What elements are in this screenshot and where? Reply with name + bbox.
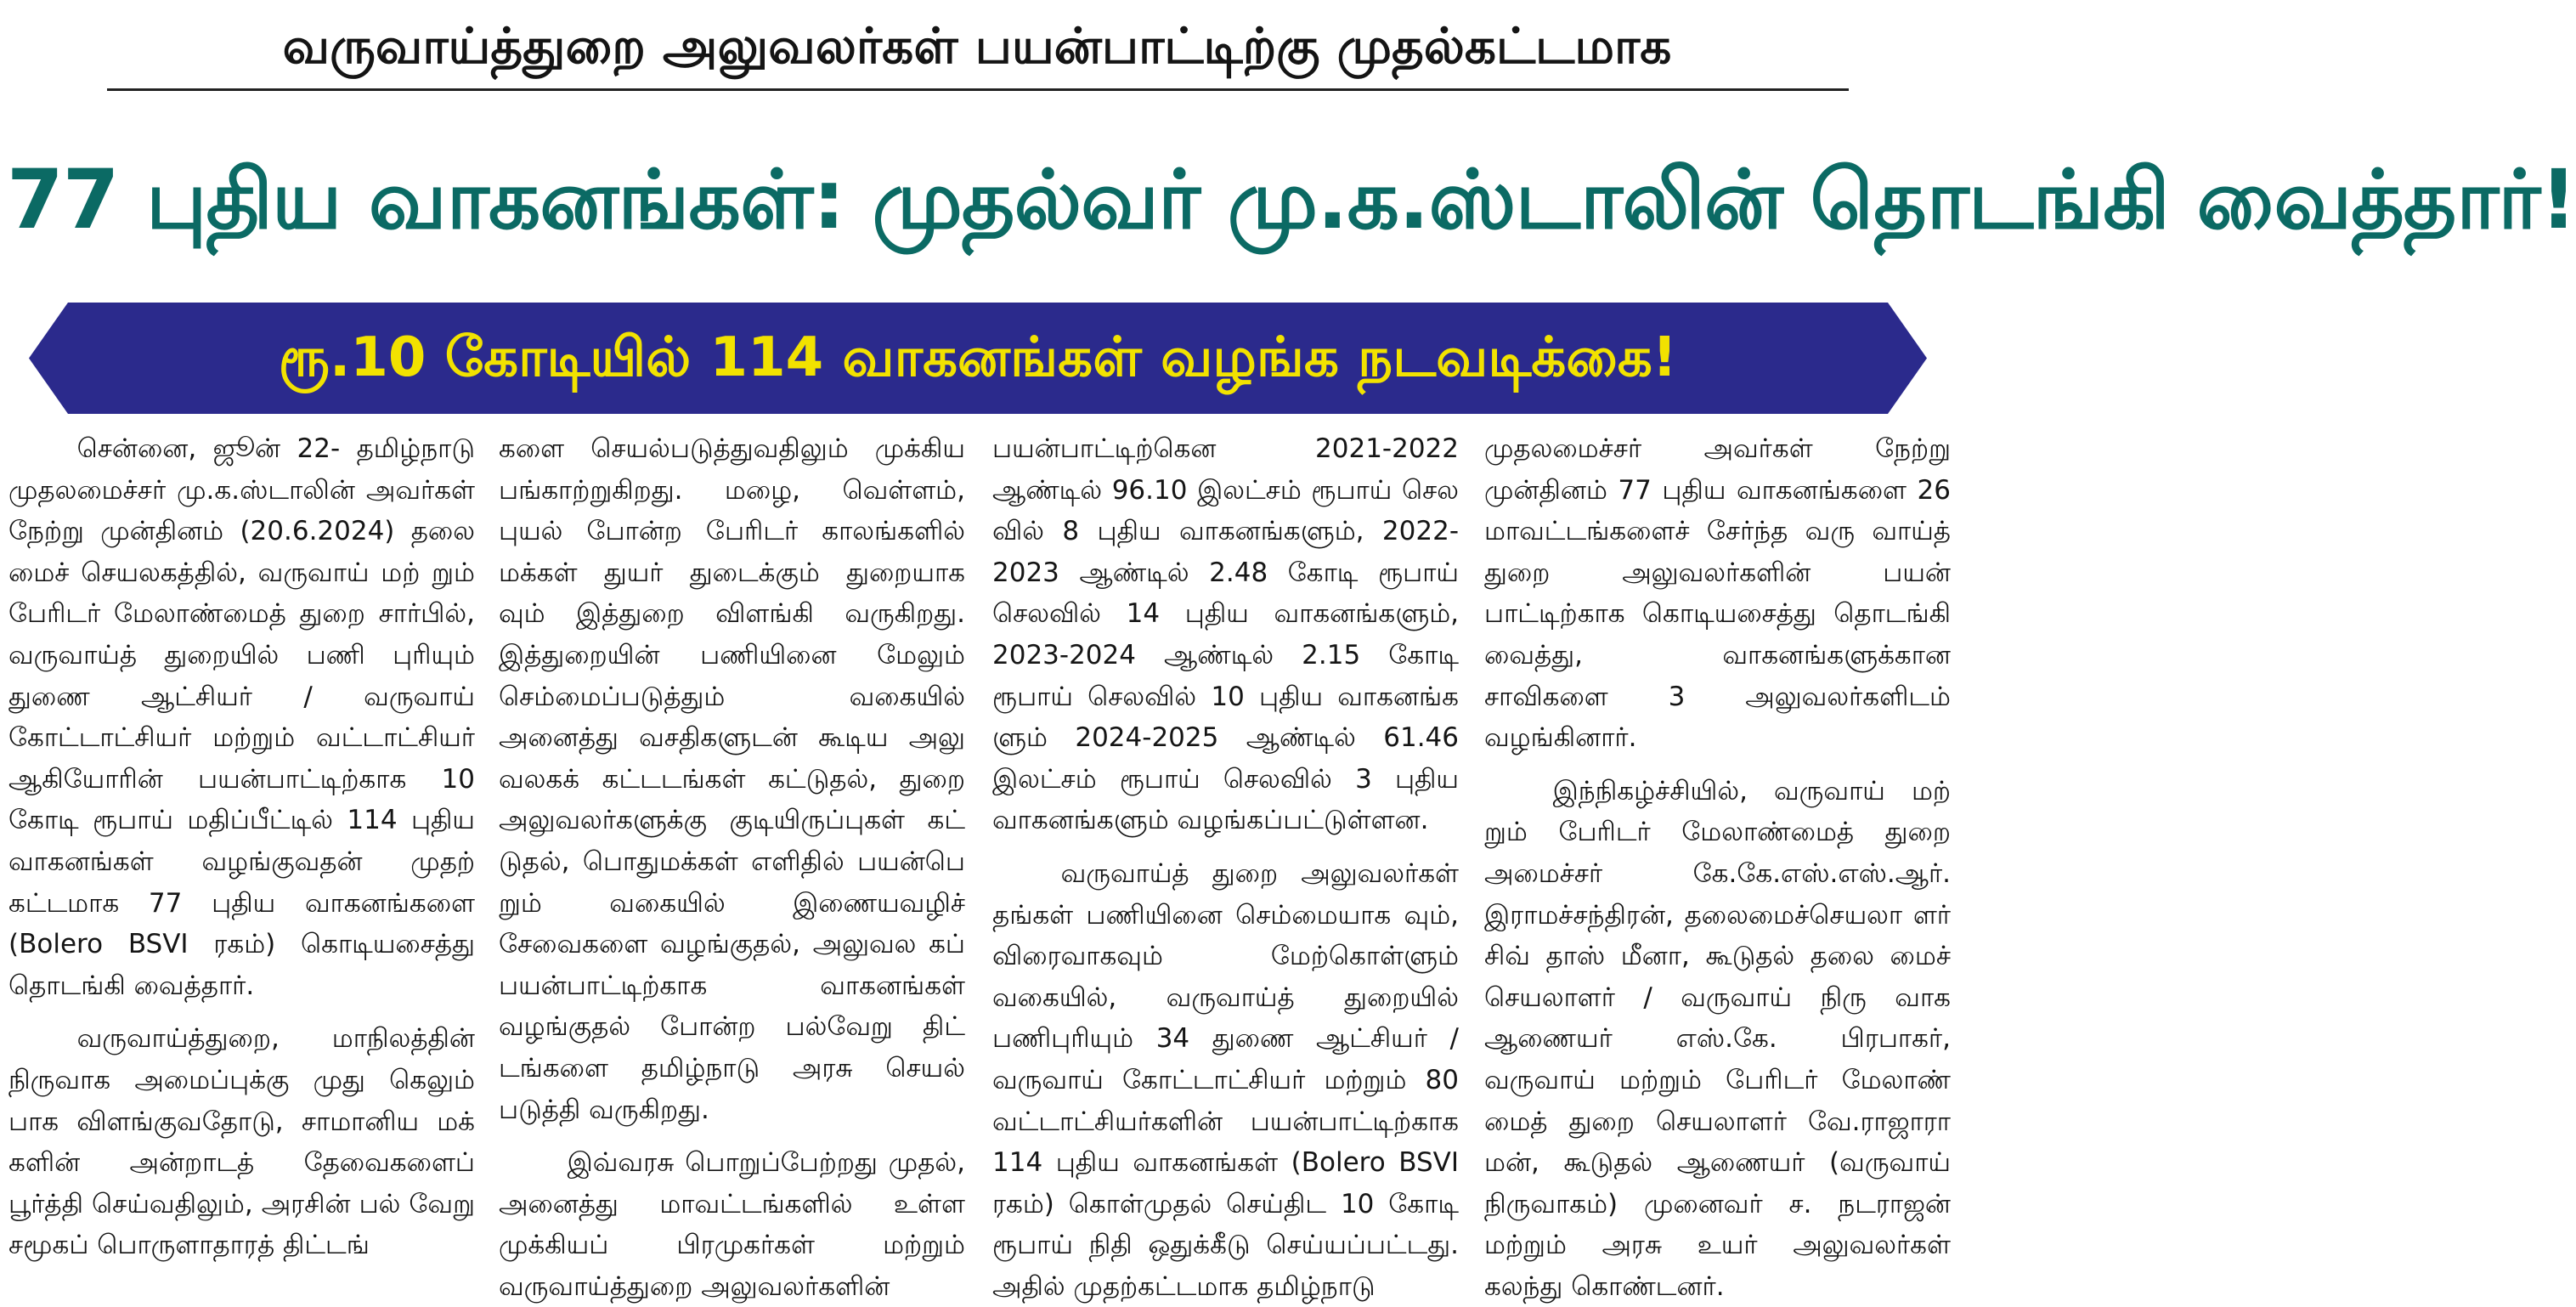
paragraph: வருவாய்த்துறை, மாநிலத்தின் நிருவாக அமைப்புக்கு முது கெலும் பாக விளங்குவதோடு, சாமானிய மக் களின் அன்றாடத் தேவைகளைப் பூர்த்தி செய்வதிலும், அரசின் பல் வேறு சமூகப் பொருளாதாரத் திட்டங்	[8, 1023, 475, 1261]
article-body	[8, 428, 1951, 1302]
paragraph: இந்நிகழ்ச்சியில், வருவாய் மற் றும் பேரிடர் மேலாண்மைத் துறை அமைச்சர் கே.கே.எஸ்.எஸ்.ஆர். இராமச்சந்திரன், தலைமைச்செயலா ளர் சிவ் தாஸ் மீனா, கூடுதல் தலை மைச் செயலாளர் / வருவாய் நிரு வாக ஆணையர் எஸ்.கே. பிரபாகர், வருவாய் மற்றும் பேரிடர் மேலாண் மைத் துறை செயலாளர் வே.ராஜாரா மன், கூடுதல் ஆணையர் (வருவாய் நிருவாகம்) முனைவர் ச. நடராஜன் மற்றும் அரசு உயர் அலுவலர்கள் கலந்து கொண்டனர்.	[1484, 775, 1951, 1302]
paragraph: வருவாய்த் துறை அலுவலர்கள் தங்கள் பணியினை செம்மையாக வும், விரைவாகவும் மேற்கொள்ளும் வகையில், வருவாய்த் துறையில் பணிபுரியும் 34 துணை ஆட்சியர் / வருவாய் கோட்டாட்சியர் மற்றும் 80 வட்டாட்சியர்களின் பயன்பாட்டிற்காக 114 புதிய வாகனங்கள் (Bolero BSVI ரகம்) கொள்முதல் செய்திட 10 கோடி ரூபாய் நிதி ஒதுக்கீடு செய்யப்பட்டது. அதில் முதற்கட்டமாக தமிழ்நாடு	[992, 857, 1459, 1302]
paragraph-dateline: சென்னை, ஜூன் 22- தமிழ்நாடு முதலமைச்சர் மு.க.ஸ்டாலின் அவர்கள் நேற்று முன்தினம் (20.6.2024) தலை மைச் செயலகத்தில், வருவாய் மற் றும் பேரிடர் மேலாண்மைத் துறை சார்பில், வருவாய்த் துறையில் பணி புரியும் துணை ஆட்சியர் / வருவாய் கோட்டாட்சியர் மற்றும் வட்டாட்சியர் ஆகியோரின் பயன்பாட்டிற்காக 10 கோடி ரூபாய் மதிப்பீட்டில் 114 புதிய வாகனங்கள் வழங்குவதன் முதற் கட்டமாக 77 புதிய வாகனங்களை (Bolero BSVI ரகம்) கொடியசைத்து தொடங்கி வைத்தார்.	[8, 433, 475, 1001]
article-column-1	[8, 428, 475, 1288]
kicker-underline	[107, 88, 1849, 91]
main-headline: 77 புதிய வாகனங்கள்: முதல்வர் மு.க.ஸ்டாலின் தொடங்கி வைத்தார்!	[7, 152, 2576, 247]
paragraph-continued: பயன்பாட்டிற்கென 2021-2022 ஆண்டில் 96.10 இலட்சம் ரூபாய் செல வில் 8 புதிய வாகனங்களும், 2022-2023 ஆண்டில் 2.48 கோடி ரூபாய் செலவில் 14 புதிய வாகனங்களும், 2023-2024 ஆண்டில் 2.15 கோடி ரூபாய் செலவில் 10 புதிய வாகனங்க ளும் 2024-2025 ஆண்டில் 61.46 இலட்சம் ரூபாய் செலவில் 3 புதிய வாகனங்களும் வழங்கப்பட்டுள்ளன.	[992, 433, 1459, 836]
kicker-heading: வருவாய்த்துறை அலுவலர்கள் பயன்பாட்டிற்கு முதல்கட்டமாக	[282, 17, 1672, 75]
subheadline-banner	[29, 303, 1927, 414]
article-column-2	[499, 428, 965, 1302]
paragraph-continued: முதலமைச்சர் அவர்கள் நேற்று முன்தினம் 77 புதிய வாகனங்களை 26 மாவட்டங்களைச் சேர்ந்த வரு வாய்த் துறை அலுவலர்களின் பயன் பாட்டிற்காக கொடியசைத்து தொடங்கி வைத்து, வாகனங்களுக்கான சாவிகளை 3 அலுவலர்களிடம் வழங்கினார்.	[1484, 433, 1951, 754]
paragraph-continued: களை செயல்படுத்துவதிலும் முக்கிய பங்காற்றுகிறது. மழை, வெள்ளம், புயல் போன்ற பேரிடர் காலங்களில் மக்கள் துயர் துடைக்கும் துறையாக வும் இத்துறை விளங்கி வருகிறது. இத்துறையின் பணியினை மேலும் செம்மைப்படுத்தும் வகையில் அனைத்து வசதிகளுடன் கூடிய அலு வலகக் கட்டடங்கள் கட்டுதல், துறை அலுவலர்களுக்கு குடியிருப்புகள் கட் டுதல், பொதுமக்கள் எளிதில் பயன்பெ றும் வகையில் இணையவழிச் சேவைகளை வழங்குதல், அலுவல கப் பயன்பாட்டிற்காக வாகனங்கள் வழங்குதல் போன்ற பல்வேறு திட் டங்களை தமிழ்நாடு அரசு செயல் படுத்தி வருகிறது.	[499, 433, 965, 1125]
article-column-4	[1484, 428, 1951, 1302]
subheadline-text: ரூ.10 கோடியில் 114 வாகனங்கள் வழங்க நடவடிக்கை!	[279, 326, 1677, 389]
paragraph: இவ்வரசு பொறுப்பேற்றது முதல், அனைத்து மாவட்டங்களில் உள்ள முக்கியப் பிரமுகர்கள் மற்றும் வருவாய்த்துறை அலுவலர்களின்	[499, 1147, 965, 1302]
article-column-3	[992, 428, 1459, 1302]
